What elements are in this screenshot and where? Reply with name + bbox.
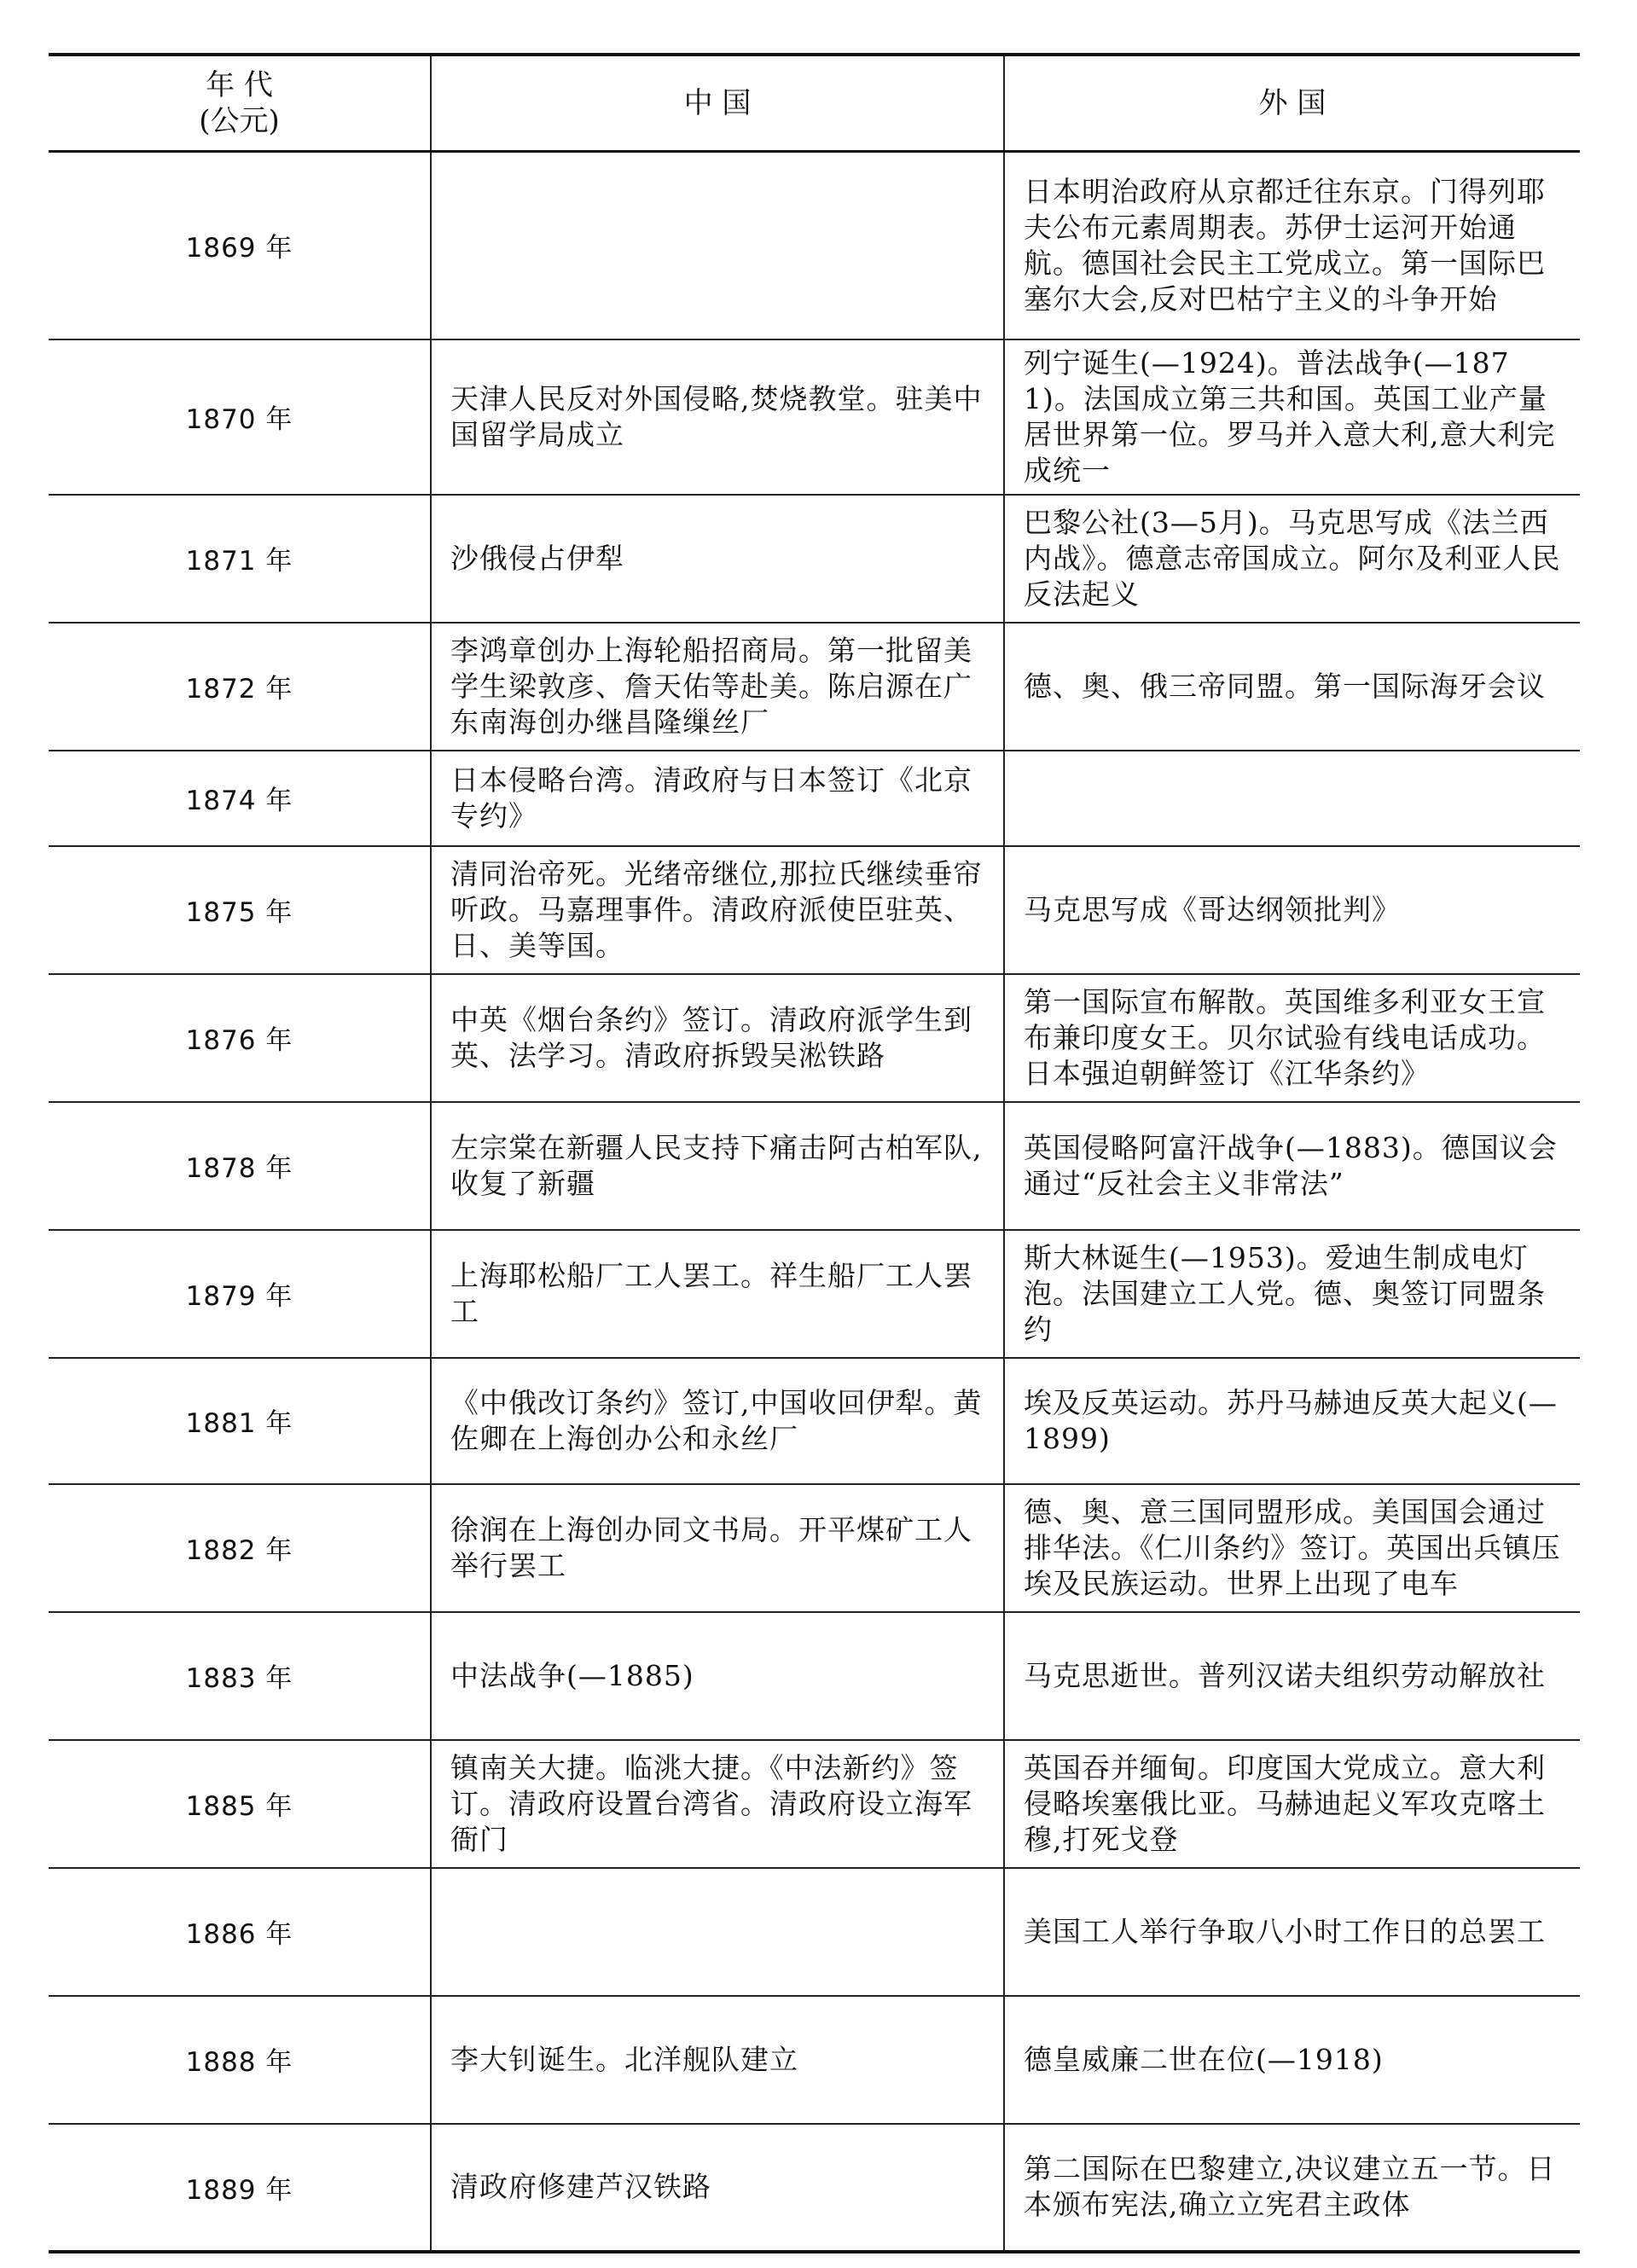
table-row [49, 1484, 1580, 1612]
foreign-cell: 日本明治政府从京都迁往东京。门得列耶夫公布元素周期表。苏伊士运河开始通航。德国社会民主工党成立。第一国际巴塞尔大会,反对巴枯宁主义的斗争开始 [1004, 152, 1580, 339]
foreign-cell: 德皇威廉二世在位(—1918) [1004, 1996, 1580, 2124]
chronology-page [49, 53, 1580, 2253]
table-row [49, 1996, 1580, 2124]
china-cell: 《中俄改订条约》签订,中国收回伊犁。黄佐卿在上海创办公和永丝厂 [431, 1358, 1004, 1484]
china-cell: 李鸿章创办上海轮船招商局。第一批留美学生梁敦彦、詹天佑等赴美。陈启源在广东南海创办继昌隆缫丝厂 [431, 623, 1004, 751]
header-year-sublabel: (公元) [199, 104, 280, 138]
header-china: 中 国 [431, 55, 1004, 152]
table-row [49, 846, 1580, 974]
year-cell: 1879 年 [49, 1230, 431, 1358]
table-row [49, 2124, 1580, 2252]
year-cell: 1870 年 [49, 339, 431, 495]
table-row [49, 1740, 1580, 1868]
china-cell: 沙俄侵占伊犁 [431, 495, 1004, 623]
china-cell: 中英《烟台条约》签订。清政府派学生到英、法学习。清政府拆毁吴淞铁路 [431, 974, 1004, 1102]
china-cell: 日本侵略台湾。清政府与日本签订《北京专约》 [431, 751, 1004, 846]
header-year-label: 年 代 [206, 67, 273, 102]
china-cell: 左宗棠在新疆人民支持下痛击阿古柏军队,收复了新疆 [431, 1102, 1004, 1230]
year-cell: 1874 年 [49, 751, 431, 846]
table-row [49, 339, 1580, 495]
year-cell: 1885 年 [49, 1740, 431, 1868]
foreign-cell: 英国侵略阿富汗战争(—1883)。德国议会通过“反社会主义非常法” [1004, 1102, 1580, 1230]
chronology-table [49, 53, 1580, 2253]
year-cell: 1878 年 [49, 1102, 431, 1230]
foreign-cell: 马克思逝世。普列汉诺夫组织劳动解放社 [1004, 1612, 1580, 1740]
foreign-cell: 列宁诞生(—1924)。普法战争(—1871)。法国成立第三共和国。英国工业产量居世界第一位。罗马并入意大利,意大利完成统一 [1004, 339, 1580, 495]
foreign-cell: 埃及反英运动。苏丹马赫迪反英大起义(—1899) [1004, 1358, 1580, 1484]
table-row [49, 623, 1580, 751]
china-cell: 中法战争(—1885) [431, 1612, 1004, 1740]
foreign-cell: 马克思写成《哥达纲领批判》 [1004, 846, 1580, 974]
china-cell: 镇南关大捷。临洮大捷。《中法新约》签订。清政府设置台湾省。清政府设立海军衙门 [431, 1740, 1004, 1868]
china-cell: 清政府修建芦汉铁路 [431, 2124, 1004, 2252]
foreign-cell: 第二国际在巴黎建立,决议建立五一节。日本颁布宪法,确立立宪君主政体 [1004, 2124, 1580, 2252]
year-cell: 1872 年 [49, 623, 431, 751]
year-cell: 1869 年 [49, 152, 431, 339]
header-year [49, 55, 431, 152]
china-cell: 徐润在上海创办同文书局。开平煤矿工人举行罢工 [431, 1484, 1004, 1612]
foreign-cell: 第一国际宣布解散。英国维多利亚女王宣布兼印度女王。贝尔试验有线电话成功。日本强迫朝鲜签订《江华条约》 [1004, 974, 1580, 1102]
year-cell: 1882 年 [49, 1484, 431, 1612]
foreign-cell: 美国工人举行争取八小时工作日的总罢工 [1004, 1868, 1580, 1996]
header-row [49, 55, 1580, 152]
china-cell: 天津人民反对外国侵略,焚烧教堂。驻美中国留学局成立 [431, 339, 1004, 495]
table-row [49, 1102, 1580, 1230]
table-row [49, 1230, 1580, 1358]
year-cell: 1888 年 [49, 1996, 431, 2124]
china-cell: 清同治帝死。光绪帝继位,那拉氏继续垂帘听政。马嘉理事件。清政府派使臣驻英、日、美等国。 [431, 846, 1004, 974]
year-cell: 1886 年 [49, 1868, 431, 1996]
china-cell: 李大钊诞生。北洋舰队建立 [431, 1996, 1004, 2124]
year-cell: 1871 年 [49, 495, 431, 623]
table-row [49, 495, 1580, 623]
year-cell: 1883 年 [49, 1612, 431, 1740]
table-row [49, 751, 1580, 846]
china-cell [431, 152, 1004, 339]
china-cell: 上海耶松船厂工人罢工。祥生船厂工人罢工 [431, 1230, 1004, 1358]
table-row [49, 1868, 1580, 1996]
year-cell: 1875 年 [49, 846, 431, 974]
foreign-cell: 英国吞并缅甸。印度国大党成立。意大利侵略埃塞俄比亚。马赫迪起义军攻克喀土穆,打死戈登 [1004, 1740, 1580, 1868]
year-cell: 1876 年 [49, 974, 431, 1102]
table-row [49, 974, 1580, 1102]
china-cell [431, 1868, 1004, 1996]
table-body [49, 152, 1580, 2252]
header-foreign: 外 国 [1004, 55, 1580, 152]
foreign-cell: 德、奥、意三国同盟形成。美国国会通过排华法。《仁川条约》签订。英国出兵镇压埃及民族运动。世界上出现了电车 [1004, 1484, 1580, 1612]
foreign-cell: 德、奥、俄三帝同盟。第一国际海牙会议 [1004, 623, 1580, 751]
table-row [49, 1612, 1580, 1740]
foreign-cell [1004, 751, 1580, 846]
table-row [49, 1358, 1580, 1484]
year-cell: 1889 年 [49, 2124, 431, 2252]
foreign-cell: 斯大林诞生(—1953)。爱迪生制成电灯泡。法国建立工人党。德、奥签订同盟条约 [1004, 1230, 1580, 1358]
year-cell: 1881 年 [49, 1358, 431, 1484]
table-row [49, 152, 1580, 339]
foreign-cell: 巴黎公社(3—5月)。马克思写成《法兰西内战》。德意志帝国成立。阿尔及利亚人民反法起义 [1004, 495, 1580, 623]
